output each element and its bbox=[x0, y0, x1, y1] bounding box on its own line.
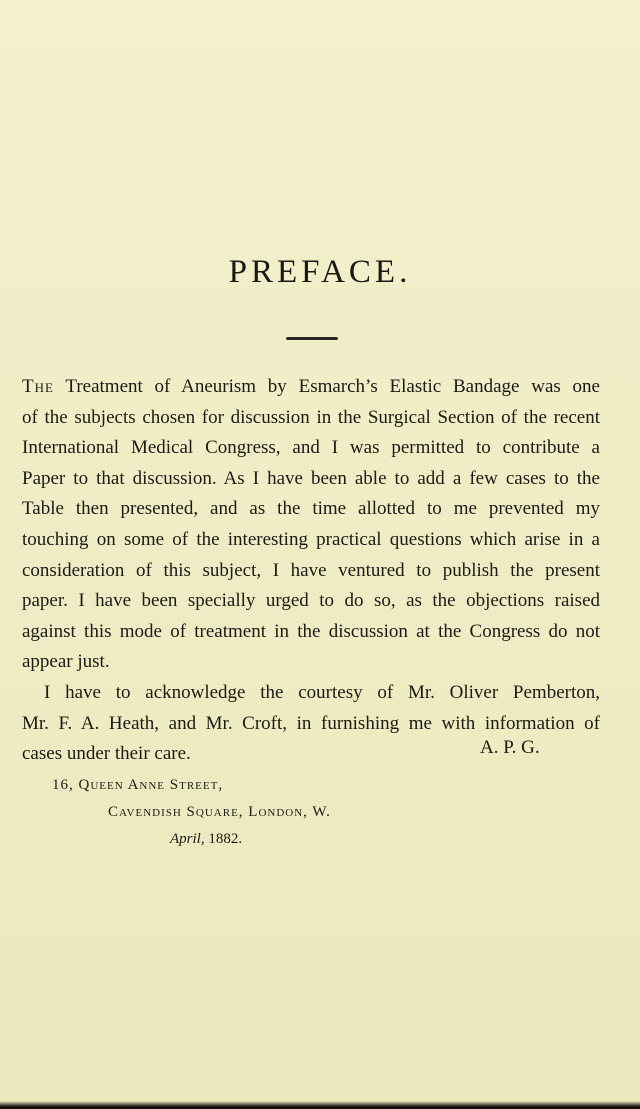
address-block bbox=[52, 772, 331, 853]
date-month: April, bbox=[170, 831, 205, 847]
author-initials: A. P. G. bbox=[480, 737, 540, 758]
date-year: 1882. bbox=[208, 831, 243, 847]
paragraph-2-line-3: cases under their care. bbox=[22, 743, 191, 765]
page-title: PREFACE. bbox=[228, 254, 412, 290]
paragraph-1-line-8: paper. I have been specially urged to do so, as the objections raised bbox=[22, 590, 600, 612]
preface-body bbox=[22, 372, 600, 770]
paragraph-1-line-6: touching on some of the interesting practical questions which arise in a bbox=[22, 528, 600, 550]
address-date bbox=[52, 826, 331, 853]
paragraph-1-line-10: appear just. bbox=[22, 651, 110, 673]
address-line-2: Cavendish Square, London, W. bbox=[108, 804, 331, 820]
address-line-1: 16, Queen Anne Street, bbox=[52, 777, 224, 793]
paragraph-2-line-2: Mr. F. A. Heath, and Mr. Croft, in furnishing me with information of bbox=[22, 712, 600, 734]
title-rule bbox=[286, 337, 338, 340]
page-bottom-edge bbox=[0, 1101, 640, 1109]
paragraph-1-line-3: International Medical Congress, and I was permitted to contribute a bbox=[22, 437, 600, 459]
paragraph-1-line-2: of the subjects chosen for discussion in the Surgical Section of the recent bbox=[22, 406, 600, 428]
paragraph-1-line-4: Paper to that discussion. As I have been able to add a few cases to the bbox=[22, 467, 600, 489]
paragraph-1-line-5: Table then presented, and as the time allotted to me prevented my bbox=[22, 498, 600, 520]
paragraph-1-line-9: against this mode of treatment in the discussion at the Congress do not bbox=[22, 620, 600, 642]
paragraph-1-line-1 bbox=[22, 372, 600, 403]
paragraph-lead-word: The bbox=[22, 376, 54, 397]
line-text: Treatment of Aneurism by Esmarch’s Elastic Bandage was one bbox=[65, 376, 600, 397]
paragraph-2-line-1: I have to acknowledge the courtesy of Mr. Oliver Pemberton, bbox=[44, 681, 600, 703]
paragraph-1-line-7: consideration of this subject, I have ventured to publish the present bbox=[22, 559, 600, 581]
